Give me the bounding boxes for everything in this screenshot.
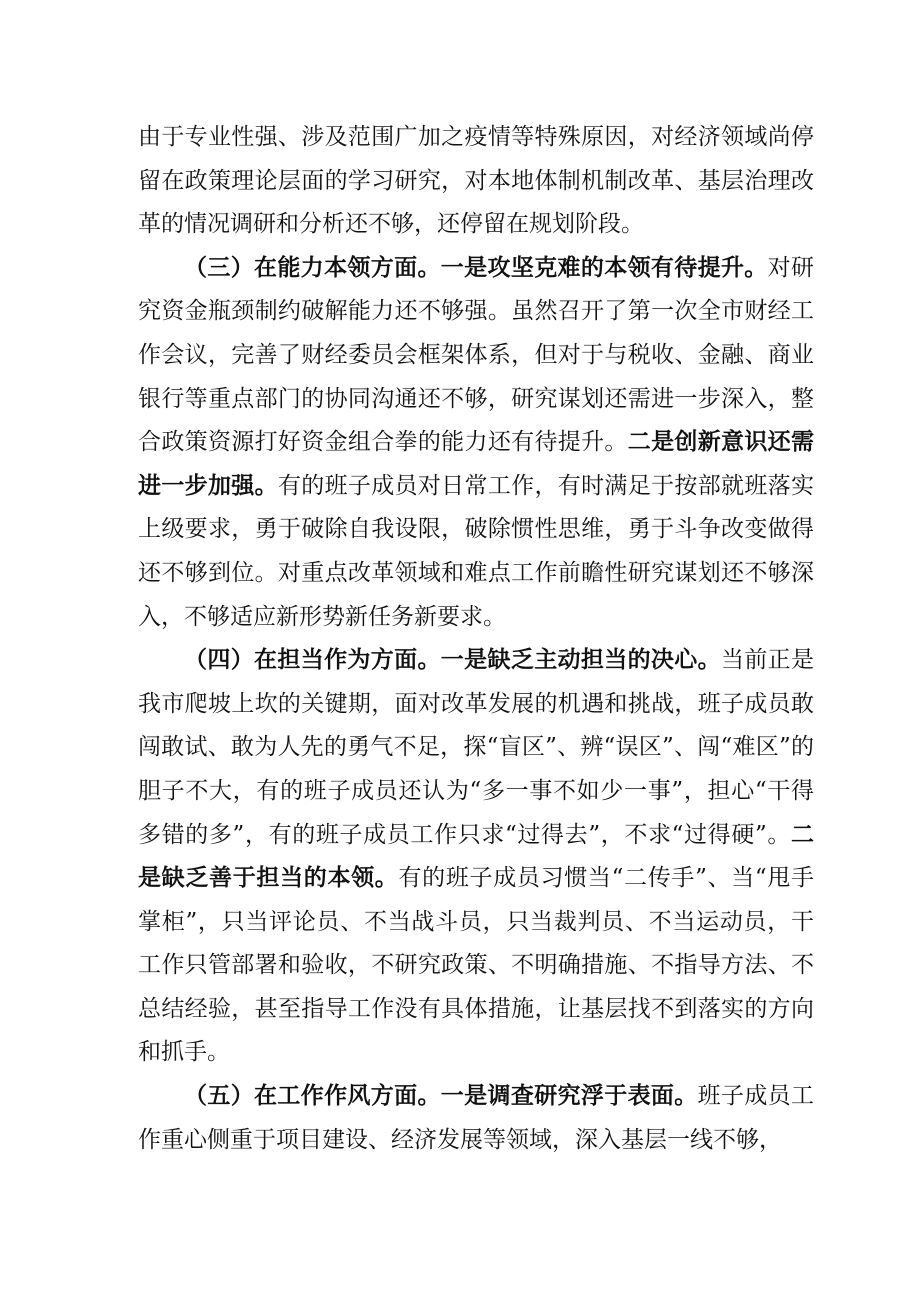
paragraph-responsibility xyxy=(138,639,814,1075)
paragraph-text: 由于专业性强、涉及范围广加之疫情等特殊原因，对经济领域尚停留在政策理论层面的学习研究，对本地体制机制改革、基层治理改革的情况调研和分析还不够，还停留在规划阶段。 xyxy=(138,124,814,238)
document-body xyxy=(138,116,814,1162)
paragraph-continuation xyxy=(138,116,814,247)
paragraph-text: 对研究资金瓶颈制约破解能力还不够强。虽然召开了第一次全市财经工作会议，完善了财经委员会框架体系，但对于与税收、金融、商业银行等重点部门的协同沟通还不够，研究谋划还需进一步深入，整合政策资源打好资金组合拳的能力还有待提升。 xyxy=(138,254,815,456)
paragraph-text: 有的班子成员习惯当“二传手”、当“甩手掌柜”，只当评论员、不当战斗员，只当裁判员、不当运动员，干工作只管部署和验收，不研究政策、不明确措施、不指导方法、不总结经验，甚至指导工作没有具体措施，让基层找不到落实的方向和抓手。 xyxy=(138,865,814,1066)
subpoint-heading: 二是缺乏善于担当的本领。 xyxy=(138,821,814,892)
paragraph-text: 当前正是我市爬坡上坎的关键期，面对改革发展的机遇和挑战，班子成员敢闯敢试、敢为人先的勇气不足，探“盲区”、辨“误区”、闯“难区”的胆子不大，有的班子成员还认为“多一事不如少一事”，担心“干得多错的多”，有的班子成员工作只求“过得去”，不求“过得硬”。 xyxy=(138,647,815,848)
section-heading: （四）在担当作为方面。一是缺乏主动担当的决心。 xyxy=(184,647,721,674)
paragraph-text: 班子成员工作重心侧重于项目建设、经济发展等领域，深入基层一线不够， xyxy=(138,1083,815,1153)
section-heading: （三）在能力本领方面。一是攻坚克难的本领有待提升。 xyxy=(184,254,768,281)
paragraph-text: 有的班子成员对日常工作，有时满足于按部就班落实上级要求，勇于破除自我设限，破除惯性思维，勇于斗争改变做得还不够到位。对重点改革领域和难点工作前瞻性研究谋划还不够深入，不够适应新形势新任务新要求。 xyxy=(138,472,815,630)
subpoint-heading: 二是创新意识还需进一步加强。 xyxy=(138,429,815,499)
paragraph-ability xyxy=(138,247,814,639)
paragraph-work-style xyxy=(138,1075,814,1162)
section-heading: （五）在工作作风方面。一是调查研究浮于表面。 xyxy=(184,1083,698,1110)
